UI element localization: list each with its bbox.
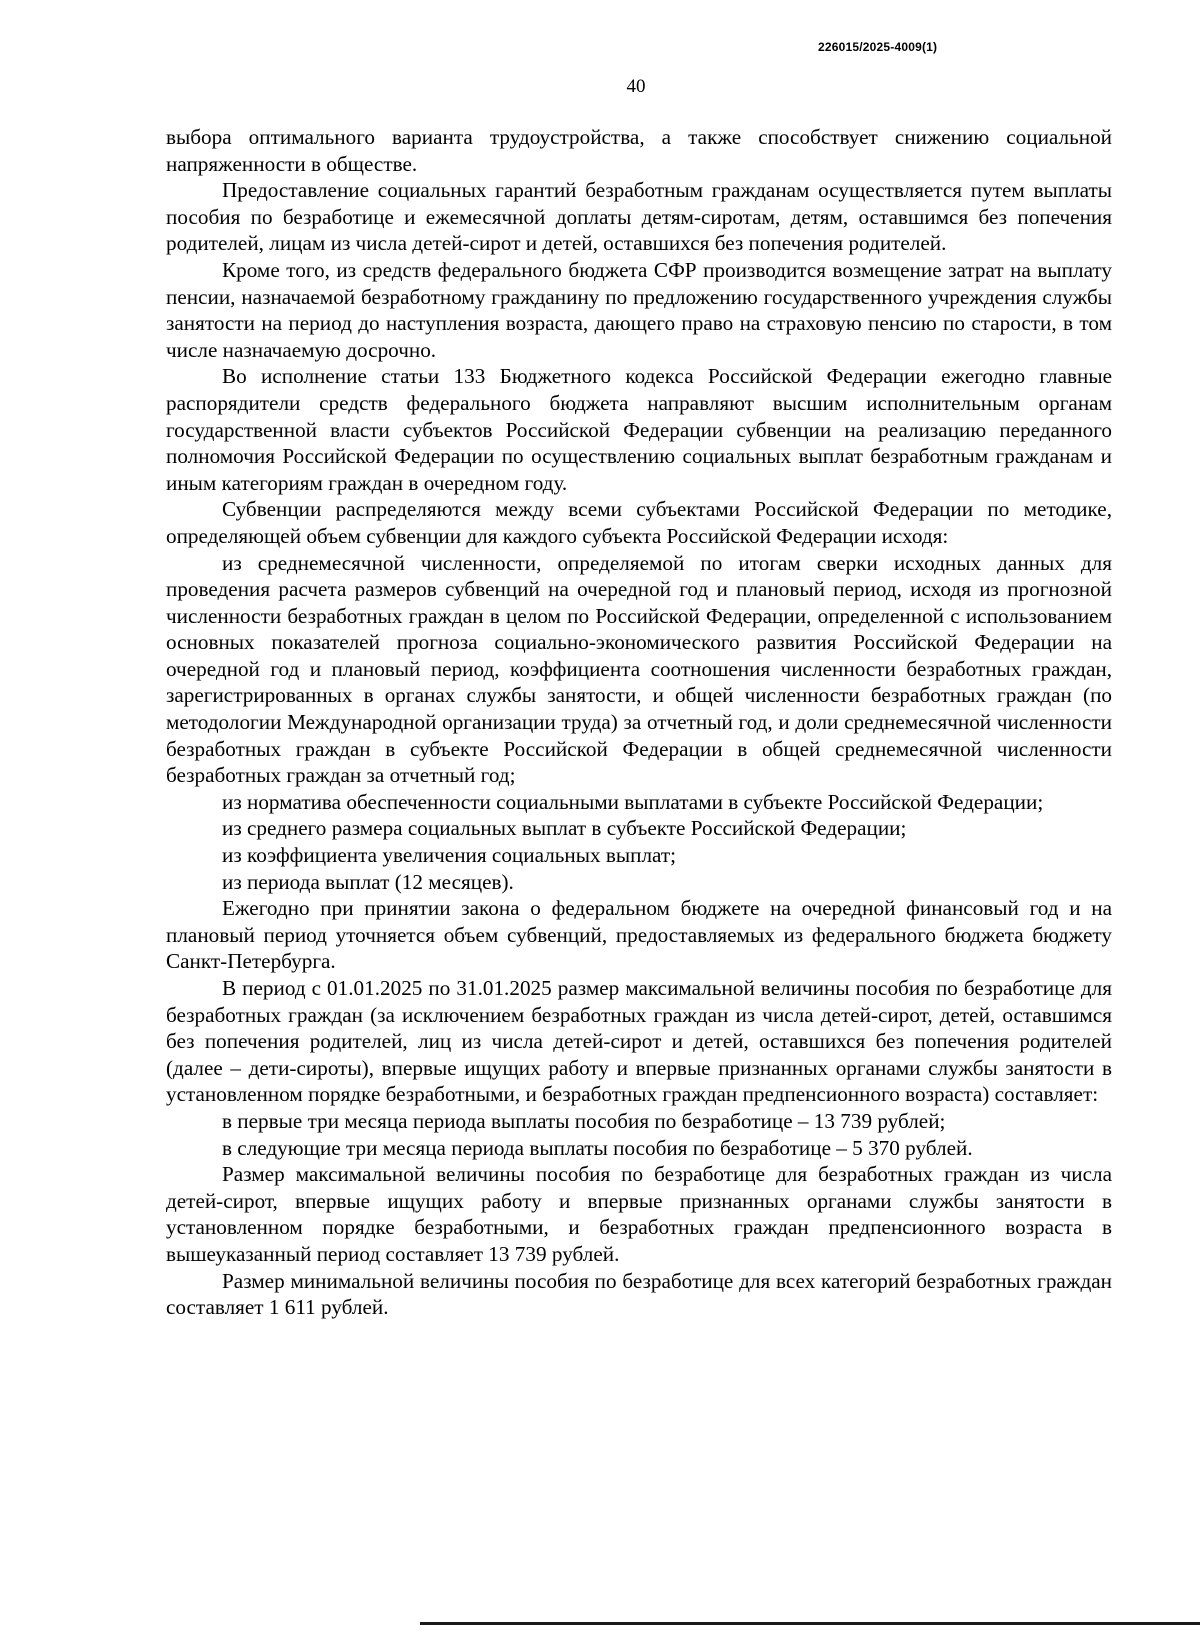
list-item-payment-period: из периода выплат (12 месяцев).	[222, 869, 514, 894]
paragraph-continuation: выбора оптимального варианта трудоустройства, а также способствует снижению социальной напряженности в обществе.	[166, 125, 1112, 176]
document-registration-number: 226015/2025-4009(1)	[818, 40, 938, 54]
document-body	[166, 124, 1112, 1321]
scan-edge-line	[420, 1622, 1200, 1625]
list-item-average-payment-size: из среднего размера социальных выплат в субъекте Российской Федерации;	[222, 816, 907, 841]
paragraph-subvention-distribution: Субвенции распределяются между всеми субъектами Российской Федерации по методике, определяющей объем субвенции для каждого субъекта Российской Федерации исходя:	[166, 497, 1112, 548]
list-item-increase-coefficient: из коэффициента увеличения социальных выплат;	[222, 843, 677, 868]
paragraph-annual-update: Ежегодно при принятии закона о федеральном бюджете на очередной финансовый год и на плановый период уточняется объем субвенций, предоставляемых из федерального бюджета бюджету Санкт-Петербурга.	[166, 896, 1112, 974]
list-item-first-three-months: в первые три месяца периода выплаты пособия по безработице – 13 739 рублей;	[222, 1108, 946, 1133]
paragraph-pension-reimbursement: Кроме того, из средств федерального бюджета СФР производится возмещение затрат на выплату пенсии, назначаемой безработному гражданину по предложению государственного учреждения службы занятости на период до наступления возраста, дающего право на страховую пенсию по старости, в том числе назначаемую досрочно.	[166, 257, 1112, 362]
paragraph-budget-code-article: Во исполнение статьи 133 Бюджетного кодекса Российской Федерации ежегодно главные распорядители средств федерального бюджета направляют высшим исполнительным органам государственной власти субъектов Российской Федерации субвенции на реализацию переданного полномочия Российской Федерации по осуществлению социальных выплат безработным гражданам и иным категориям граждан в очередном году.	[166, 364, 1112, 495]
list-item-provision-standard: из норматива обеспеченности социальными выплатами в субъекте Российской Федерации;	[222, 789, 1044, 814]
list-item-next-three-months: в следующие три месяца периода выплаты пособия по безработице – 5 370 рублей.	[222, 1135, 973, 1160]
paragraph-minimum-benefit: Размер минимальной величины пособия по безработице для всех категорий безработных граждан составляет 1 611 рублей.	[166, 1268, 1112, 1320]
paragraph-maximum-benefit: В период с 01.01.2025 по 31.01.2025 размер максимальной величины пособия по безработице для безработных граждан (за исключением безработных граждан из числа детей-сирот, детей, оставшимся без попечения родителей, лиц из числа детей-сирот и детей, оставшихся без попечения родителей (далее – дети-сироты), впервые ищущих работу и впервые признанных органами службы занятости в установленном порядке безработными, и безработных граждан предпенсионного возраста) составляет:	[166, 976, 1112, 1107]
paragraph-orphans-maximum-benefit: Размер максимальной величины пособия по безработице для безработных граждан из числа детей-сирот, впервые ищущих работу и впервые признанных органами службы занятости в установленном порядке безработными, и безработных граждан предпенсионного возраста в вышеуказанный период составляет 13 739 рублей.	[166, 1162, 1112, 1266]
paragraph-social-guarantees: Предоставление социальных гарантий безработным гражданам осуществляется путем выплаты пособия по безработице и ежемесячной доплаты детям-сиротам, детям, оставшимся без попечения родителей, лицам из числа детей-сирот и детей, оставшихся без попечения родителей.	[166, 178, 1112, 256]
page-number: 40	[626, 76, 646, 97]
list-item-average-monthly-number: из среднемесячной численности, определяемой по итогам сверки исходных данных для проведения расчета размеров субвенций на очередной год и плановый период, исходя из прогнозной численности безработных граждан в целом по Российской Федерации, определенной с использованием основных показателей прогноза социально-экономического развития Российской Федерации на очередной год и плановый период, коэффициента соотношения численности безработных граждан, зарегистрированных в органах службы занятости, и общей численности безработных граждан (по методологии Международной организации труда) за отчетный год, и доли среднемесячной численности безработных граждан в субъекте Российской Федерации в общей среднемесячной численности безработных граждан за отчетный год;	[166, 550, 1112, 788]
